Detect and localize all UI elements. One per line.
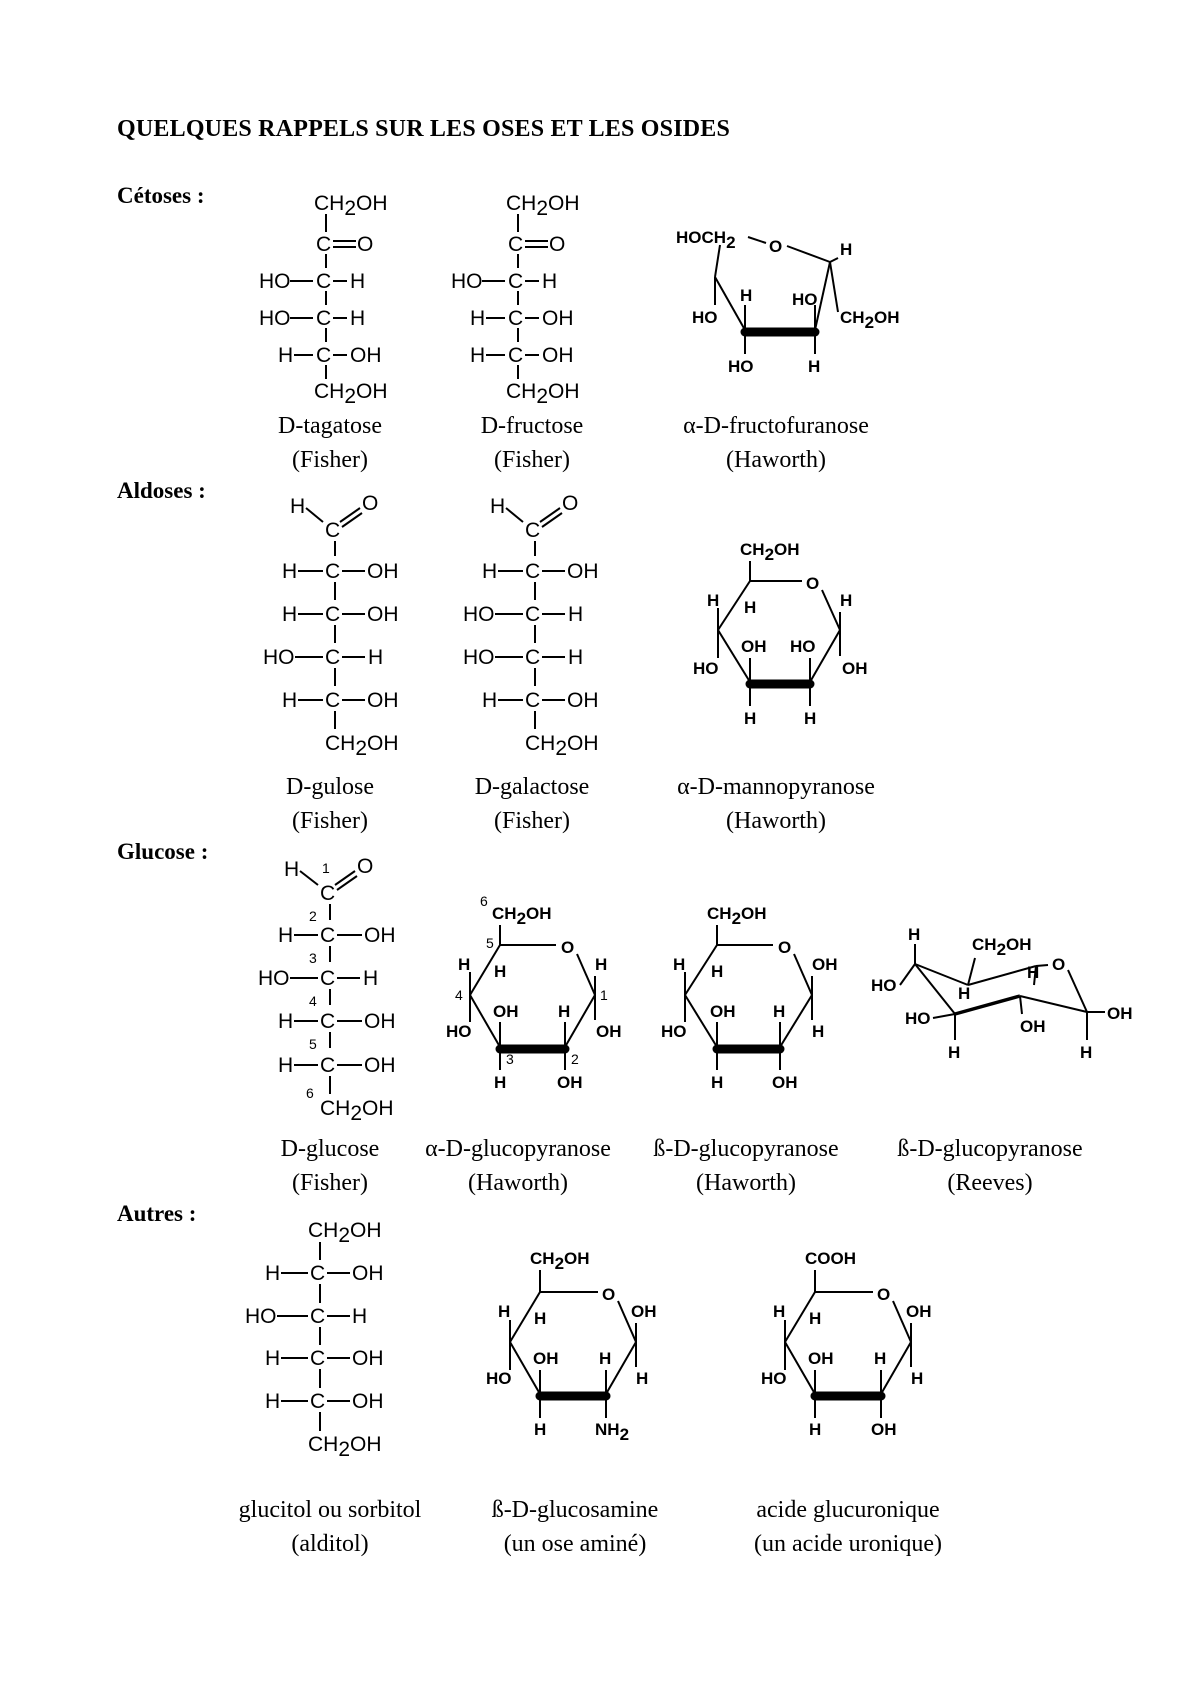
molecule-name: D-glucose [280,1136,380,1162]
svg-text:HO: HO [790,637,816,656]
molecule-name: α-D-glucopyranose [425,1136,611,1162]
svg-text:OH: OH [871,1420,897,1439]
molecule-notation: (Haworth) [726,808,826,834]
svg-text:H: H [494,1073,507,1092]
svg-text:HO: HO [761,1369,787,1388]
molecule-name: glucitol ou sorbitol [238,1497,422,1523]
svg-text:H: H [350,270,366,293]
svg-text:H: H [494,962,507,981]
svg-text:H: H [874,1349,887,1368]
svg-text:C: C [310,1390,326,1413]
section-glucose: Glucose : [117,839,209,864]
svg-text:H: H [744,598,757,617]
svg-text:H: H [278,1054,294,1077]
svg-text:OH: OH [364,924,396,947]
svg-text:OH: OH [542,344,574,367]
svg-text:HO: HO [692,308,718,327]
molecule-notation: (Haworth) [696,1170,796,1196]
svg-text:C: C [325,519,341,542]
svg-text:HO: HO [451,270,483,293]
svg-text:5: 5 [309,1036,317,1052]
svg-text:H: H [804,709,817,728]
svg-text:H: H [948,1043,961,1062]
svg-text:H: H [534,1309,547,1328]
svg-text:OH: OH [557,1073,583,1092]
svg-text:CH2OH: CH2OH [740,540,800,564]
molecule-notation: (Haworth) [468,1170,568,1196]
beta-glucopyranose-structure [661,904,838,1092]
svg-text:3: 3 [309,950,317,966]
svg-text:H: H [278,1010,294,1033]
svg-text:OH: OH [350,344,382,367]
svg-text:C: C [525,560,541,583]
molecule-notation: (Haworth) [726,447,826,473]
svg-text:1: 1 [322,860,330,876]
svg-text:H: H [773,1002,786,1021]
svg-text:C: C [320,1054,336,1077]
svg-text:OH: OH [533,1349,559,1368]
svg-text:OH: OH [808,1349,834,1368]
svg-text:H: H [284,858,300,881]
alpha-glucopyranose-structure [446,893,622,1092]
svg-text:H: H [265,1390,281,1413]
molecule-name: D-tagatose [278,413,382,439]
svg-text:CH2OH: CH2OH [840,308,900,332]
svg-text:H: H [490,495,506,518]
svg-text:H: H [482,560,498,583]
svg-text:C: C [320,882,336,905]
svg-text:HO: HO [728,357,754,376]
svg-text:H: H [911,1369,924,1388]
molecule-notation: (un ose aminé) [503,1531,647,1557]
section-aldoses: Aldoses : [117,478,206,503]
svg-text:H: H [908,925,921,944]
svg-text:O: O [806,574,820,593]
svg-text:O: O [549,233,566,256]
svg-text:H: H [368,646,384,669]
svg-text:H: H [282,560,298,583]
svg-text:H: H [542,270,558,293]
svg-text:OH: OH [710,1002,736,1021]
svg-text:OH: OH [493,1002,519,1021]
svg-text:HO: HO [263,646,295,669]
svg-text:OH: OH [567,560,599,583]
fructofuranose-structure [676,228,900,376]
svg-text:O: O [357,233,374,256]
svg-text:4: 4 [455,987,463,1003]
svg-text:3: 3 [506,1051,514,1067]
svg-text:OH: OH [906,1302,932,1321]
svg-text:HO: HO [446,1022,472,1041]
svg-text:H: H [470,307,486,330]
svg-text:H: H [740,286,753,305]
svg-text:CH2OH: CH2OH [308,1219,382,1247]
svg-text:CH2OH: CH2OH [325,732,399,760]
page-title: QUELQUES RAPPELS SUR LES OSES ET LES OSIDES [117,116,731,142]
svg-text:C: C [316,344,332,367]
svg-text:O: O [562,492,579,515]
svg-text:H: H [958,984,971,1003]
svg-text:H: H [482,689,498,712]
molecule-name: D-gulose [286,774,374,800]
svg-text:H: H [673,955,686,974]
svg-text:C: C [310,1262,326,1285]
molecule-notation: (Fisher) [292,1170,368,1196]
svg-text:HO: HO [792,290,818,309]
svg-text:H: H [265,1262,281,1285]
svg-text:HO: HO [245,1305,277,1328]
svg-text:OH: OH [364,1054,396,1077]
svg-text:C: C [325,603,341,626]
tagatose-structure [259,192,388,408]
svg-text:O: O [362,492,379,515]
svg-text:OH: OH [542,307,574,330]
svg-text:H: H [278,344,294,367]
molecule-notation: (Fisher) [494,808,570,834]
glucosamine-structure [486,1249,657,1444]
svg-text:H: H [470,344,486,367]
svg-text:6: 6 [306,1085,314,1101]
molecule-name: ß-D-glucosamine [491,1497,659,1523]
svg-text:C: C [508,307,524,330]
svg-text:O: O [778,938,792,957]
galactose-structure [463,492,599,760]
svg-text:OH: OH [367,689,399,712]
svg-text:CH2OH: CH2OH [492,904,552,928]
svg-text:H: H [265,1347,281,1370]
svg-text:OH: OH [352,1347,384,1370]
svg-text:C: C [310,1305,326,1328]
svg-text:H: H [1080,1043,1093,1062]
svg-text:OH: OH [596,1022,622,1041]
svg-text:C: C [525,519,541,542]
svg-text:O: O [602,1285,616,1304]
svg-text:H: H [636,1369,649,1388]
svg-text:H: H [840,240,853,259]
svg-text:CH2OH: CH2OH [506,192,580,220]
svg-text:CH2OH: CH2OH [972,935,1032,959]
svg-text:C: C [310,1347,326,1370]
svg-text:OH: OH [1107,1004,1133,1023]
svg-text:OH: OH [567,689,599,712]
svg-text:C: C [316,270,332,293]
svg-text:C: C [320,967,336,990]
svg-text:C: C [508,270,524,293]
svg-text:HO: HO [258,967,290,990]
svg-text:CH2OH: CH2OH [314,192,388,220]
svg-text:C: C [508,233,524,256]
svg-text:OH: OH [352,1390,384,1413]
svg-text:H: H [744,709,757,728]
svg-text:5: 5 [486,935,494,951]
svg-text:2: 2 [309,908,317,924]
svg-text:H: H [595,955,608,974]
svg-text:H: H [840,591,853,610]
svg-text:CH2OH: CH2OH [308,1433,382,1461]
molecule-name: α-D-fructofuranose [683,413,869,439]
svg-text:C: C [325,689,341,712]
molecule-name: D-galactose [474,774,590,800]
molecule-name: ß-D-glucopyranose [897,1136,1083,1162]
svg-text:H: H [711,1073,724,1092]
svg-text:OH: OH [631,1302,657,1321]
molecule-notation: (Fisher) [292,447,368,473]
molecule-notation: (Reeves) [947,1170,1033,1196]
svg-text:HO: HO [259,270,291,293]
svg-text:C: C [316,307,332,330]
svg-text:H: H [812,1022,825,1041]
glucuronic-structure [761,1249,932,1439]
svg-text:O: O [1052,955,1066,974]
svg-text:HO: HO [259,307,291,330]
svg-text:HO: HO [905,1009,931,1028]
svg-text:OH: OH [364,1010,396,1033]
svg-text:C: C [325,560,341,583]
svg-text:OH: OH [367,560,399,583]
svg-text:O: O [561,938,575,957]
svg-text:H: H [809,1309,822,1328]
svg-text:HO: HO [693,659,719,678]
svg-text:OH: OH [367,603,399,626]
molecule-name: acide glucuronique [756,1497,940,1523]
svg-text:COOH: COOH [805,1249,856,1268]
svg-text:HO: HO [486,1369,512,1388]
svg-text:OH: OH [1020,1017,1046,1036]
svg-text:H: H [599,1349,612,1368]
svg-text:C: C [525,603,541,626]
molecule-notation: (un acide uronique) [754,1531,942,1557]
molecule-notation: (alditol) [291,1531,369,1557]
gulose-structure [263,492,399,760]
svg-text:H: H [773,1302,786,1321]
svg-text:H: H [363,967,379,990]
svg-text:HO: HO [661,1022,687,1041]
fructose-structure [451,192,580,408]
svg-text:H: H [558,1002,571,1021]
svg-text:OH: OH [842,659,868,678]
svg-text:OH: OH [741,637,767,656]
svg-text:C: C [525,646,541,669]
svg-text:H: H [352,1305,368,1328]
svg-text:CH2OH: CH2OH [525,732,599,760]
svg-text:1: 1 [600,987,608,1003]
molecule-name: α-D-mannopyranose [677,774,875,800]
svg-text:O: O [357,855,374,878]
svg-text:H: H [808,357,821,376]
svg-text:H: H [282,689,298,712]
svg-text:H: H [568,646,584,669]
svg-text:H: H [711,962,724,981]
svg-text:C: C [316,233,332,256]
svg-text:H: H [1027,963,1040,982]
svg-text:HO: HO [463,646,495,669]
molecule-notation: (Fisher) [494,447,570,473]
svg-text:H: H [278,924,294,947]
svg-text:CH2OH: CH2OH [506,380,580,408]
svg-text:H: H [350,307,366,330]
svg-text:HOCH2: HOCH2 [676,228,736,252]
svg-text:CH2OH: CH2OH [530,1249,590,1273]
section-autres: Autres : [117,1201,197,1226]
svg-text:HO: HO [463,603,495,626]
svg-text:H: H [534,1420,547,1439]
glucose-structure [258,855,396,1125]
molecule-notation: (Fisher) [292,808,368,834]
svg-text:OH: OH [772,1073,798,1092]
svg-text:CH2OH: CH2OH [707,904,767,928]
svg-text:H: H [809,1420,822,1439]
svg-text:CH2OH: CH2OH [314,380,388,408]
svg-text:C: C [525,689,541,712]
beta-glucopyranose-reeves-structure [871,925,1133,1062]
mannopyranose-structure [693,540,868,728]
svg-text:CH2OH: CH2OH [320,1097,394,1125]
svg-text:HO: HO [871,976,897,995]
svg-text:4: 4 [309,993,317,1009]
svg-text:H: H [458,955,471,974]
svg-text:6: 6 [480,893,488,909]
svg-text:O: O [877,1285,891,1304]
svg-text:OH: OH [352,1262,384,1285]
svg-text:H: H [707,591,720,610]
svg-text:OH: OH [812,955,838,974]
svg-text:H: H [290,495,306,518]
svg-text:2: 2 [571,1051,579,1067]
svg-text:H: H [568,603,584,626]
svg-text:C: C [320,924,336,947]
svg-text:C: C [325,646,341,669]
glucitol-structure [245,1219,384,1461]
svg-text:O: O [769,237,783,256]
svg-text:C: C [508,344,524,367]
svg-text:C: C [320,1010,336,1033]
molecule-name: ß-D-glucopyranose [653,1136,839,1162]
svg-text:H: H [498,1302,511,1321]
svg-text:NH2: NH2 [595,1420,630,1444]
molecule-name: D-fructose [480,413,584,439]
section-cetoses: Cétoses : [117,183,205,208]
svg-text:H: H [282,603,298,626]
